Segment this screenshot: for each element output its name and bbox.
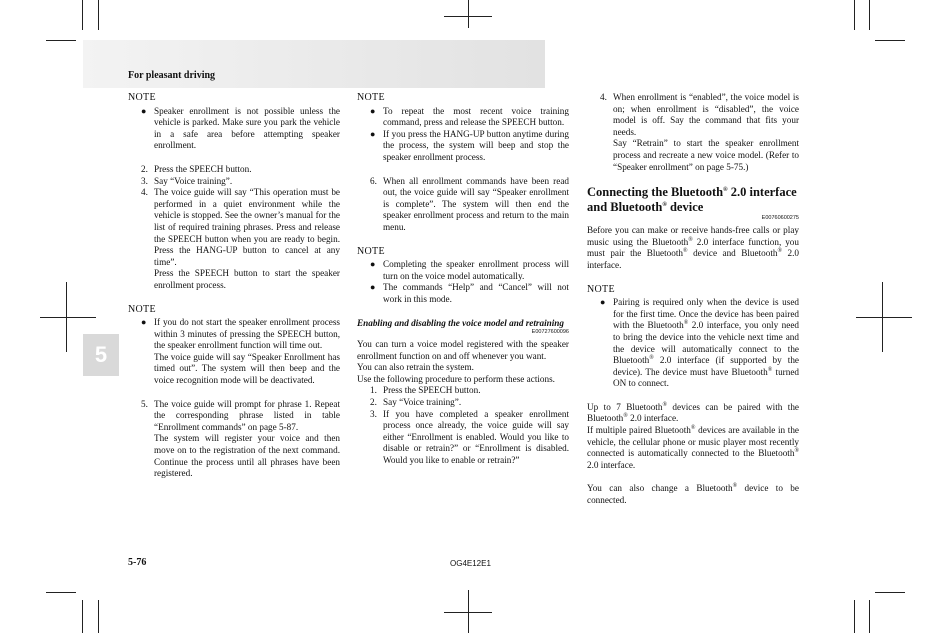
- section-title: For pleasant driving: [128, 70, 216, 81]
- note-label: NOTE: [587, 283, 615, 295]
- paragraph: If multiple paired Bluetooth® devices are available in the vehicle, the cellular phone or music player most recently connected is automatically connected to the Bluetooth® 2.0 interface.: [587, 425, 799, 470]
- note-label: NOTE: [357, 245, 385, 257]
- column-2: [357, 92, 569, 467]
- bullet-icon: ●: [370, 282, 376, 293]
- paragraph: Before you can make or receive hands-free calls or play music using the Bluetooth® 2.0 interface function, you must pair the Bluetooth® device and Bluetooth® 2.0 interface.: [587, 225, 799, 270]
- step-1: 1. Press the SPEECH button.: [370, 385, 481, 396]
- step-4-detail: Say “Retrain” to start the speaker enrollment process and recreate a new voice model. (Refer to “Speaker enrollment” on page 5-75.): [613, 138, 799, 172]
- note-bullet: ● Completing the speaker enrollment process will turn on the voice model automatically.: [370, 259, 569, 281]
- bullet-icon: ●: [370, 128, 376, 139]
- note-bullet: ● The commands “Help” and “Cancel” will not work in this mode.: [370, 282, 569, 304]
- step-2: 2. Press the SPEECH button.: [141, 163, 252, 174]
- chapter-tab: 5: [83, 334, 119, 376]
- step-5-detail: The system will register your voice and then move on to the registration of the next command. Continue the process until all phrases have been registered.: [154, 433, 340, 479]
- note-bullet: ● If you do not start the speaker enrollment process within 3 minutes of pressing the SPEECH button, the speaker enrollment function will time out.: [141, 317, 340, 351]
- note-label: NOTE: [128, 303, 156, 315]
- step-2: 2. Say “Voice training”.: [370, 397, 462, 408]
- note-bullet: ● Speaker enrollment is not possible unless the vehicle is parked. Make sure you park the vehicle in a safe area before attempting speaker enrollment.: [141, 105, 340, 151]
- step-3: 3. Say “Voice training”.: [141, 175, 233, 186]
- paragraph: You can also retrain the system.: [357, 362, 474, 373]
- page-number: 5-76: [128, 557, 147, 568]
- note-bullet: ● Pairing is required only when the device is used for the first time. Once the device has been paired with the Bluetooth® 2.0 interface, you only need to bring the device into the vehicle next time and the device will automatically connect to the Bluetooth® 2.0 interface (if supported by the device). The device must have Bluetooth® turned ON to connect.: [600, 297, 799, 389]
- step-6: 6. When all enrollment commands have been read out, the voice guide will say “Speaker enrollment is complete”. The system will then end the speaker enrollment process and return to the main menu.: [370, 175, 569, 232]
- paragraph: Use the following procedure to perform these actions.: [357, 373, 555, 384]
- bullet-icon: ●: [370, 105, 376, 116]
- step-4: 4. The voice guide will say “This operation must be performed in a quiet environment while the vehicle is stopped. See the owner’s manual for the list of required training phrases. Press and release the SPEECH button when you are ready to begin. Press the HANG-UP button to cancel at any time”.: [141, 187, 340, 267]
- step-3: 3. If you have completed a speaker enrollment process once already, the voice guide will say either “Enrollment is enabled. Would you like to disable or retrain?” or “Enrollment is disabled. Would you like to enable or retrain?”: [370, 408, 569, 466]
- bullet-icon: ●: [600, 297, 606, 308]
- bullet-icon: ●: [141, 105, 147, 116]
- column-3: [587, 92, 799, 507]
- reference-code: E00727600096: [531, 329, 569, 336]
- bullet-icon: ●: [141, 317, 147, 328]
- column-1: [128, 92, 340, 480]
- paragraph: Up to 7 Bluetooth® devices can be paired with the Bluetooth® 2.0 interface.: [587, 401, 799, 424]
- section-heading: Connecting the Bluetooth® 2.0 interface and Bluetooth® device: [587, 185, 797, 215]
- note-label: NOTE: [128, 92, 156, 103]
- step-4: 4. When enrollment is “enabled”, the voice model is on; when enrollment is “disabled”, the voice model is off. Say the command that fits your needs.: [600, 92, 799, 137]
- note-bullet: ● If you press the HANG-UP button anytime during the process, the system will beep and stop the speaker enrollment process.: [370, 128, 569, 162]
- reference-code: E00760600275: [761, 215, 799, 222]
- note-bullet-detail: The voice guide will say “Speaker Enrollment has timed out”. The system will then beep and the voice recognition mode will be deactivated.: [154, 351, 340, 386]
- document-code: OG4E12E1: [450, 559, 491, 568]
- paragraph: You can also change a Bluetooth® device to be connected.: [587, 483, 799, 506]
- note-bullet: ● To repeat the most recent voice training command, press and release the SPEECH button.: [370, 105, 569, 128]
- step-4-detail: Press the SPEECH button to start the speaker enrollment process.: [154, 268, 340, 290]
- subsection-heading: Enabling and disabling the voice model and retraining: [357, 317, 565, 328]
- step-5: 5. The voice guide will prompt for phrase 1. Repeat the corresponding phrase listed in table “Enrollment commands” on page 5-87.: [141, 398, 340, 432]
- bullet-icon: ●: [370, 259, 376, 270]
- paragraph: You can turn a voice model registered with the speaker enrollment function on and off whenever you want.: [357, 339, 569, 361]
- note-label: NOTE: [357, 92, 385, 103]
